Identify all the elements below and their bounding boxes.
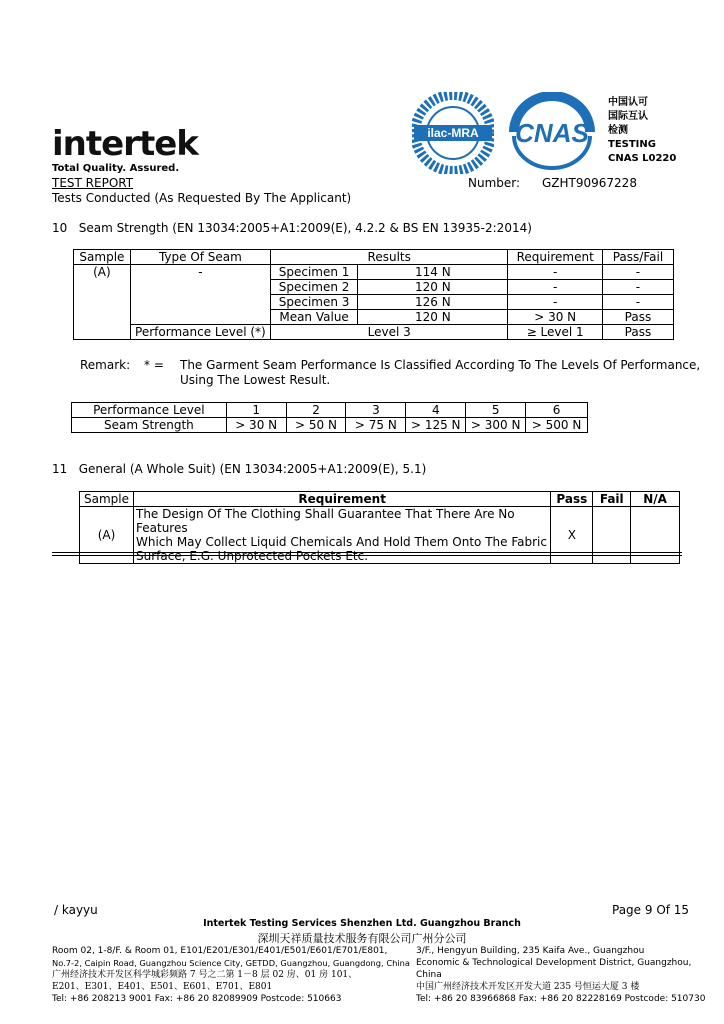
strength-cell: > 50 N (286, 418, 346, 433)
strength-cell: > 75 N (346, 418, 406, 433)
header-requirement: Requirement (508, 250, 602, 265)
cnas-cn-line-1: 中国认可 (608, 97, 648, 108)
header-results: Results (270, 250, 508, 265)
header-fail: Fail (593, 492, 631, 507)
ilac-mra-logo (412, 92, 494, 174)
performance-pass-fail: Pass (602, 325, 673, 340)
table-row (72, 418, 588, 433)
section-10-title: 10 Seam Strength (EN 13034:2005+A1:2009(E), 4.2.2 & BS EN 13935-2:2014) (52, 221, 532, 235)
sample-cell: (A) (74, 265, 131, 340)
level-cell: 1 (226, 403, 286, 418)
specimen-value: 114 N (358, 265, 508, 280)
svg-text:ilac-MRA: ilac-MRA (427, 126, 479, 140)
cnas-cn-line-2: 国际互认 (608, 111, 648, 122)
cnas-logo (502, 92, 602, 172)
footer-left-line-3: 广州经济技术开发区科学城彩频路 7 号之二第 1－8 层 02 房、01 房 101、 (52, 970, 358, 980)
footer-left-address (52, 945, 422, 1005)
header-sample: Sample (74, 250, 131, 265)
divider-line (52, 552, 682, 553)
page-number: Page 9 Of 15 (612, 903, 690, 917)
strength-cell: > 500 N (526, 418, 588, 433)
level-cell: 3 (346, 403, 406, 418)
remark-label: Remark: (80, 358, 131, 372)
specimen-label: Specimen 3 (270, 295, 357, 310)
performance-level-label: Performance Level (*) (130, 325, 270, 340)
seam-type-cell: - (130, 265, 270, 325)
remark-line-2: Using The Lowest Result. (180, 373, 331, 387)
footer-left-line-1: Room 02, 1-8/F. & Room 01, E101/E201/E301/E401/E501/E601/E701/E801, (52, 946, 388, 956)
table-row (74, 265, 674, 280)
mean-label: Mean Value (270, 310, 357, 325)
strength-row-label: Seam Strength (72, 418, 227, 433)
report-number: GZHT90967228 (542, 176, 637, 190)
level-cell: 4 (406, 403, 466, 418)
company-name-cn: 深圳天祥质量技术服务有限公司广州分公司 (257, 932, 467, 945)
header-sample: Sample (80, 492, 134, 507)
performance-level-value: Level 3 (270, 325, 508, 340)
pass-fail-cell: - (602, 295, 673, 310)
footer-right-line-1: 3/F., Hengyun Building, 235 Kaifa Ave., Guangzhou (416, 946, 645, 956)
table-row (72, 403, 588, 418)
general-requirement-table (79, 491, 680, 564)
header-type-of-seam: Type Of Seam (130, 250, 270, 265)
level-cell: 5 (466, 403, 526, 418)
svg-text:CNAS: CNAS (515, 118, 589, 148)
tagline: Total Quality. Assured. (52, 163, 180, 174)
level-cell: 2 (286, 403, 346, 418)
remark-star: * = (144, 358, 164, 372)
pass-fail-cell: - (602, 265, 673, 280)
footer-right-line-4: 中国广州经济技术开发区开发大道 235 号恒运大厦 3 楼 (416, 982, 640, 992)
specimen-value: 126 N (358, 295, 508, 310)
performance-requirement: ≥ Level 1 (508, 325, 602, 340)
level-row-label: Performance Level (72, 403, 227, 418)
pass-fail-cell: - (602, 280, 673, 295)
requirement-cell: - (508, 280, 602, 295)
specimen-value: 120 N (358, 280, 508, 295)
strength-cell: > 125 N (406, 418, 466, 433)
table-header-row (74, 250, 674, 265)
signer: / kayyu (54, 903, 98, 917)
section-11-title: 11 General (A Whole Suit) (EN 13034:2005+A1:2009(E), 5.1) (52, 462, 427, 476)
cnas-cn-line-3: 检测 (608, 125, 628, 136)
footer-right-line-2: Economic & Technological Development District, Guangzhou, (416, 958, 692, 968)
sample-cell: (A) (80, 507, 134, 564)
footer-left-line-4: E201、E301、E401、E501、E601、E701、E801 (52, 982, 273, 992)
header-pass: Pass (551, 492, 593, 507)
table-header-row (80, 492, 680, 507)
cnas-code: CNAS L0220 (608, 153, 677, 164)
divider-line-2 (52, 555, 682, 556)
header-requirement: Requirement (134, 492, 551, 507)
performance-level-table (71, 402, 588, 433)
company-name: Intertek Testing Services Shenzhen Ltd. Guangzhou Branch (203, 918, 521, 929)
pass-fail-cell: Pass (602, 310, 673, 325)
level-cell: 6 (526, 403, 588, 418)
header-na: N/A (631, 492, 680, 507)
requirement-line-3: Surface, E.G. Unprotected Pockets Etc. (136, 549, 369, 563)
report-subtitle: Tests Conducted (As Requested By The Applicant) (52, 191, 352, 205)
intertek-logo: intertek (52, 124, 198, 164)
cnas-testing: TESTING (608, 139, 656, 150)
mean-value: 120 N (358, 310, 508, 325)
cnas-accreditation-text (608, 96, 676, 166)
footer-left-line-2: No.7-2, Caipin Road, Guangzhou Science City, GETDD, Guangzhou, Guangdong, China (52, 958, 411, 968)
footer-right-line-3: China (416, 970, 442, 980)
footer-right-line-5: Tel: +86 20 83966868 Fax: +86 20 82228169 Postcode: 510730 (416, 994, 706, 1004)
footer-right-address (416, 945, 706, 1005)
requirement-cell: > 30 N (508, 310, 602, 325)
specimen-label: Specimen 2 (270, 280, 357, 295)
strength-cell: > 300 N (466, 418, 526, 433)
header-pass-fail: Pass/Fail (602, 250, 673, 265)
strength-cell: > 30 N (226, 418, 286, 433)
requirement-line-1: The Design Of The Clothing Shall Guarantee That There Are No Features (136, 507, 515, 535)
footer-left-line-5: Tel: +86 208213 9001 Fax: +86 20 82089909 Postcode: 510663 (52, 994, 342, 1004)
seam-strength-table (73, 249, 674, 340)
requirement-cell: - (508, 295, 602, 310)
table-row (74, 325, 674, 340)
requirement-line-2: Which May Collect Liquid Chemicals And Hold Them Onto The Fabric (136, 535, 547, 549)
requirement-cell: - (508, 265, 602, 280)
number-label: Number: (468, 176, 521, 190)
remark-line-1: The Garment Seam Performance Is Classified According To The Levels Of Performance, (180, 358, 701, 372)
pass-cell: X (551, 507, 593, 564)
report-label: TEST REPORT (52, 176, 134, 190)
specimen-label: Specimen 1 (270, 265, 357, 280)
